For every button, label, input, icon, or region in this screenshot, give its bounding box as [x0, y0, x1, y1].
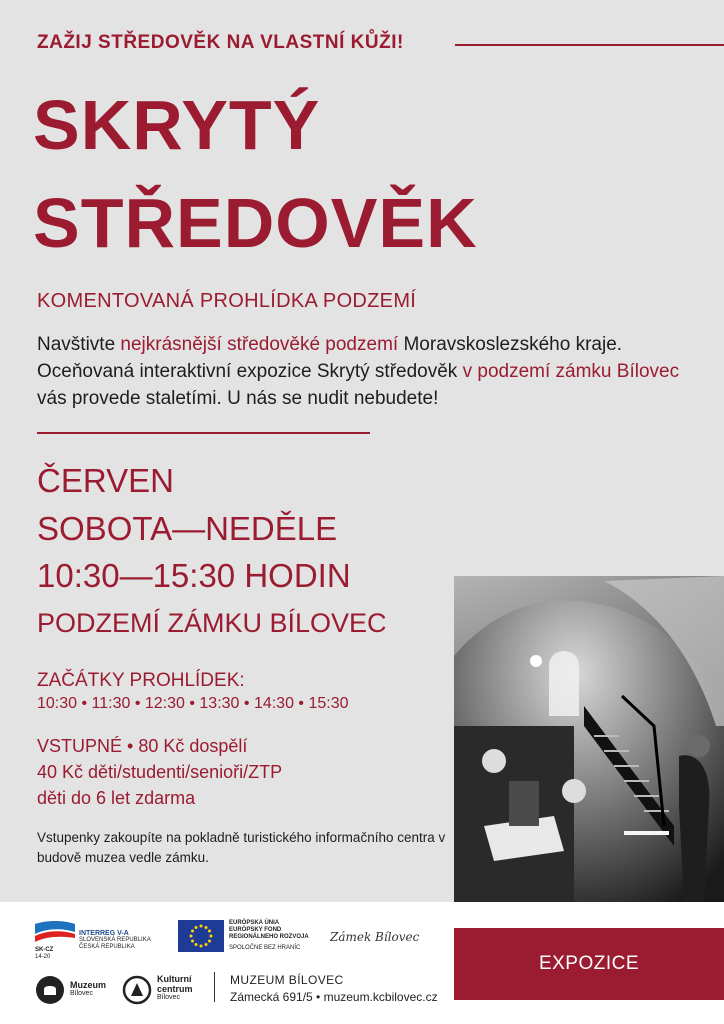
- culture-center-sub: Bílovec: [157, 994, 180, 1001]
- interreg-years: 14-20: [35, 954, 51, 960]
- eu-line-1: EURÓPSKA ÚNIA: [229, 920, 280, 926]
- tour-starts-heading: ZAČÁTKY PROHLÍDEK:: [37, 670, 245, 691]
- intro-highlight-1: nejkrásnější středověké podzemí: [120, 334, 399, 355]
- interreg-swoosh-icon: [35, 920, 75, 942]
- intro-text-2: Moravskoslezského kraje. Oceňovaná interaktivní expozice Skrytý středověk: [37, 334, 623, 382]
- days: SOBOTA—NEDĚLE: [37, 510, 338, 547]
- eu-line-4: SPOLOČNE BEZ HRANÍC: [229, 945, 301, 951]
- eu-text: [229, 920, 309, 952]
- cellar-photo: [454, 576, 724, 902]
- museum-logo-icon: [35, 975, 65, 1005]
- museum-logo-text: [70, 980, 106, 997]
- culture-center-title-1: Kulturní: [157, 974, 192, 984]
- address-name: MUZEUM BÍLOVEC: [230, 973, 344, 987]
- admission-line-2: 40 Kč děti/studenti/senioři/ZTP: [37, 762, 283, 782]
- title-line-1: SKRYTÝ: [33, 86, 321, 164]
- tagline: ZAŽIJ STŘEDOVĚK NA VLASTNÍ KŮŽI!: [37, 32, 404, 53]
- hours: 10:30—15:30 HODIN: [37, 557, 351, 594]
- address-line: Zámecká 691/5 • muzeum.kcbilovec.cz: [230, 990, 438, 1004]
- eu-line-3: REGIONÁLNEHO ROZVOJA: [229, 934, 309, 940]
- intro-text-1: Navštivte: [37, 334, 121, 355]
- interreg-logo: [35, 920, 75, 960]
- top-divider: [455, 44, 724, 46]
- middle-divider: [37, 432, 370, 434]
- culture-center-logo-text: [157, 974, 193, 1001]
- month: ČERVEN: [37, 462, 174, 499]
- eu-line-2: EURÓPSKY FOND: [229, 927, 282, 933]
- tickets-note: Vstupenky zakoupíte na pokladně turistického informačního centra v budově muzea vedle zámku.: [37, 830, 446, 865]
- interreg-sub-2: ČESKÁ REPUBLIKA: [79, 944, 135, 950]
- culture-center-logo-icon: [122, 975, 152, 1005]
- admission-line-1: VSTUPNÉ • 80 Kč dospělí: [37, 736, 248, 756]
- subtitle: KOMENTOVANÁ PROHLÍDKA PODZEMÍ: [37, 290, 417, 312]
- interreg-badge: SK-CZ: [35, 947, 54, 953]
- museum-logo-sub: Bílovec: [70, 990, 93, 997]
- culture-center-title-2: centrum: [157, 984, 193, 994]
- interreg-text: [79, 930, 151, 951]
- admission-line-3: děti do 6 let zdarma: [37, 788, 196, 808]
- museum-logo-title: Muzeum: [70, 980, 106, 990]
- intro-highlight-2: v podzemí zámku Bílovec: [462, 361, 680, 382]
- intro-paragraph: [37, 331, 707, 412]
- expozice-button[interactable]: EXPOZICE: [454, 928, 724, 1000]
- interreg-sub-1: SLOVENSKÁ REPUBLIKA: [79, 937, 151, 943]
- title-line-2: STŘEDOVĚK: [33, 184, 478, 262]
- address-separator: [214, 972, 215, 1002]
- admission-info: [37, 733, 282, 811]
- eu-flag-icon: [178, 920, 224, 952]
- interreg-title: INTERREG V-A: [79, 930, 129, 937]
- zamek-bilovec-logo: Zámek Bílovec: [330, 930, 420, 944]
- tour-starts-times: 10:30 • 11:30 • 12:30 • 13:30 • 14:30 • 15:30: [37, 695, 349, 712]
- intro-text-3: vás provede staletími. U nás se nudit nebudete!: [37, 388, 439, 409]
- place: PODZEMÍ ZÁMKU BÍLOVEC: [37, 608, 387, 638]
